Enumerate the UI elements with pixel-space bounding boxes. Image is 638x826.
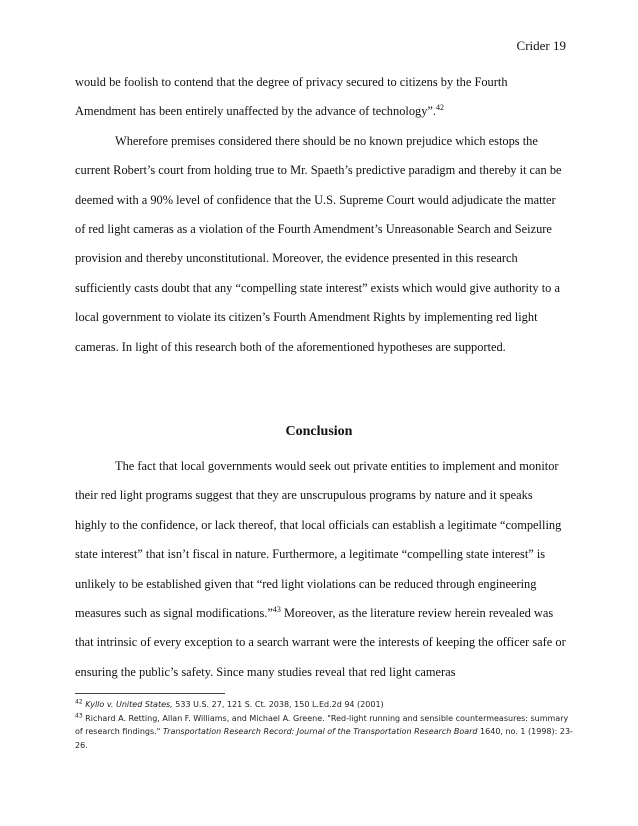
paragraph-continuation [75, 68, 567, 127]
paragraph-text: would be foolish to contend that the degree of privacy secured to citizens by the Fourth Amendment has been entirely unaffected by the advance of technology”. [75, 75, 508, 119]
footnotes [75, 698, 575, 752]
footnote-43 [75, 712, 575, 753]
footnote-separator [75, 693, 225, 694]
case-name: Kyllo v. United States, [85, 700, 173, 709]
running-head: Crider 19 [516, 38, 566, 53]
footnote-ref-42[interactable]: 42 [436, 103, 445, 113]
footnote-number: 42 [75, 698, 83, 706]
footnote-ref-43[interactable]: 43 [272, 604, 281, 614]
body-section-conclusion [75, 452, 567, 687]
paragraph-text-continued: Moreover, as the literature review herein revealed was that intrinsic of every exception to a search warrant were the interests of keeping the officer safe or ensuring the public’s safety. Since many studies reveal that red light cameras [75, 606, 566, 679]
citation-tail: 1640, no. 1 (1998): 23-26. [75, 727, 573, 750]
section-heading-conclusion: Conclusion [285, 424, 353, 439]
paragraph-hypotheses: Wherefore premises considered there should be no known prejudice which estops the current Robert’s court from holding true to Mr. Spaeth’s predictive paradigm and thereby it can be deemed with a 90% level of confidence that the U.S. Supreme Court would adjudicate the matter of red light cameras as a violation of the Fourth Amendment’s Unreasonable Search and Seizure provision and thereby unconstitutional. Moreover, the evidence presented in this research sufficiently casts doubt that any “compelling state interest” exists which would give authority to a local government to violate its citizen’s Fourth Amendment Rights by implementing red light cameras. In light of this research both of the aforementioned hypotheses are supported. [75, 133, 562, 354]
body-section-1 [75, 68, 567, 362]
citation: 533 U.S. 27, 121 S. Ct. 2038, 150 L.Ed.2d 94 (2001) [172, 700, 384, 709]
paragraph-conclusion [75, 452, 567, 687]
journal-title: Transportation Research Record: Journal of the Transportation Research Board [162, 727, 478, 736]
footnote-42 [75, 698, 575, 712]
citation: Richard A. Retting, Allan F. Williams, and Michael A. Greene. "Red-light running and sensible countermeasures: summary of research findings." [75, 713, 569, 736]
footnote-number: 43 [75, 711, 83, 719]
paragraph-text: The fact that local governments would seek out private entities to implement and monitor their red light programs suggest that they are unscrupulous programs by nature and it speaks highly to the confidence, or lack thereof, that local officials can establish a legitimate “compelling state interest” that isn’t fiscal in nature. Furthermore, a legitimate “compelling state interest” is unlikely to be established given that “red light violations can be reduced through engineering measures such as signal modifications.” [75, 459, 562, 621]
